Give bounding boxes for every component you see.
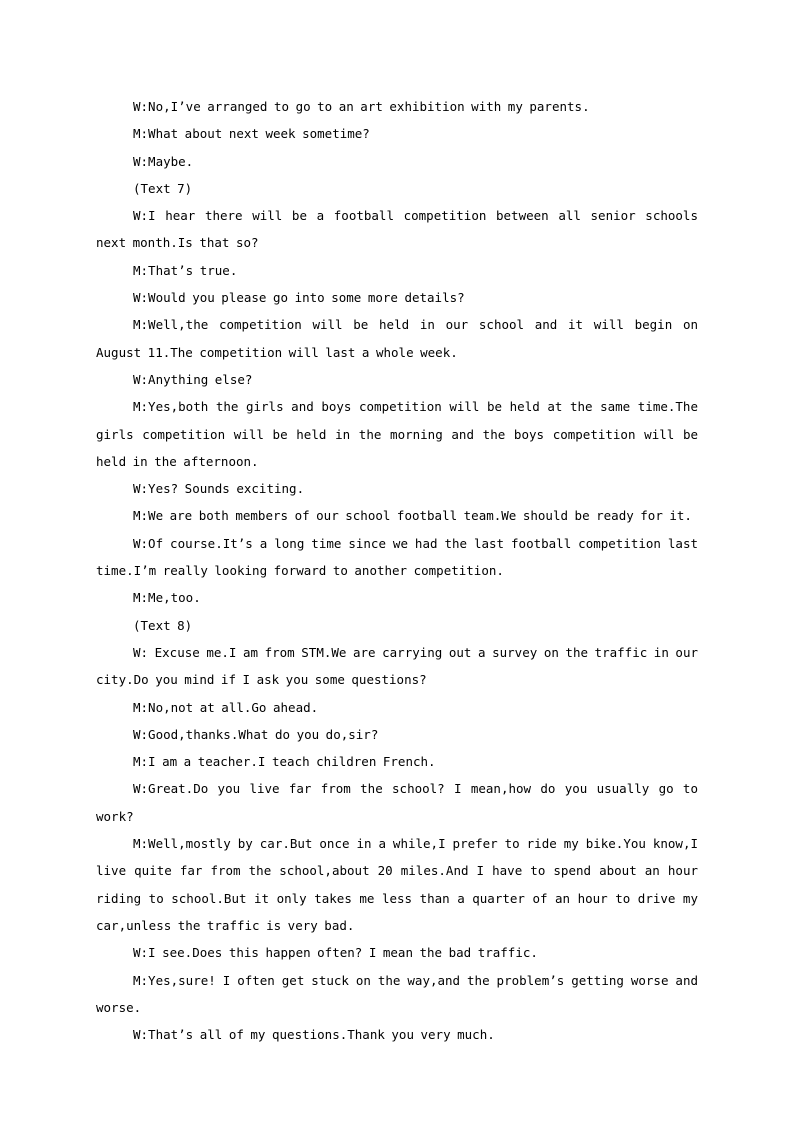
paragraph: W:I see.Does this happen often? I mean the bad traffic. (133, 945, 538, 961)
paragraph: W:I hear there will be a football competition between all senior schools next month.Is that so? (96, 208, 698, 251)
paragraph: M:What about next week sometime? (133, 126, 370, 142)
document-body (96, 93, 698, 1048)
paragraph: W:Good,thanks.What do you do,sir? (133, 726, 379, 742)
paragraph: M:Me,too. (133, 590, 201, 606)
paragraph: W:That’s all of my questions.Thank you very much. (133, 1027, 495, 1043)
paragraph: M:I am a teacher.I teach children French. (133, 754, 436, 770)
paragraph: W:Yes? Sounds exciting. (133, 481, 305, 497)
paragraph: M:No,not at all.Go ahead. (133, 699, 319, 715)
paragraph: W:Maybe. (133, 153, 194, 169)
paragraph: M:That’s true. (133, 262, 238, 278)
paragraph: W:Great.Do you live far from the school? I mean,how do you usually go to work? (96, 781, 698, 824)
paragraph: W:Would you please go into some more details? (133, 290, 465, 306)
paragraph: M:We are both members of our school football team.We should be ready for it. (133, 508, 692, 524)
paragraph: W:Of course.It’s a long time since we had the last football competition last time.I’m really looking forward to another competition. (96, 535, 698, 579)
paragraph: M:Yes,both the girls and boys competition will be held at the same time.The girls competition will be held in the morning and the boys competition will be held in the afternoon. (96, 399, 698, 469)
section-heading-text-7: (Text 7) (133, 180, 193, 196)
section-heading-text-8: (Text 8) (133, 617, 193, 633)
paragraph: M:Well,mostly by car.But once in a while,I prefer to ride my bike.You know,I live quite far from the school,about 20 miles.And I have to spend about an hour riding to school.But it only takes me less than a quarter of an hour to drive my car,unless the traffic is very bad. (96, 836, 698, 933)
paragraph: M:Yes,sure! I often get stuck on the way,and the problem’s getting worse and worse. (96, 972, 698, 1015)
paragraph: W:Anything else? (133, 371, 253, 387)
paragraph: W: Excuse me.I am from STM.We are carrying out a survey on the traffic in our city.Do you mind if I ask you some questions? (96, 644, 698, 688)
paragraph: W:No,I’ve arranged to go to an art exhibition with my parents. (133, 99, 590, 114)
paragraph: M:Well,the competition will be held in our school and it will begin on August 11.The competition will last a whole week. (96, 317, 698, 360)
